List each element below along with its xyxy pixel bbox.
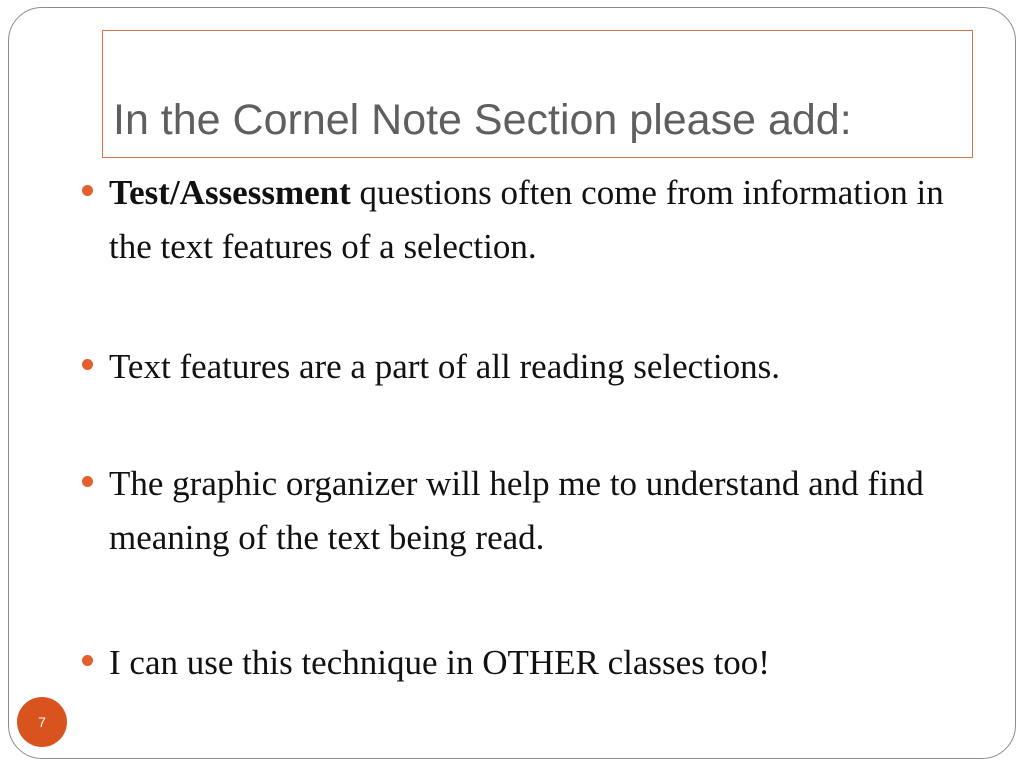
bullet-text: The graphic organizer will help me to understand and find meaning of the text being read. — [109, 464, 924, 557]
bullet-text: Text features are a part of all reading selections. — [109, 347, 780, 386]
page-number-badge: 7 — [17, 697, 67, 747]
bullet-dot-icon — [82, 655, 93, 666]
bullet-dot-icon — [82, 476, 93, 487]
bullet-item — [109, 166, 949, 274]
bullet-emphasis: Test/Assessment — [109, 173, 351, 212]
bullet-dot-icon — [82, 359, 93, 370]
bullet-item — [109, 636, 949, 690]
bullet-item — [109, 457, 949, 565]
bullet-dot-icon — [82, 185, 93, 196]
bullet-item — [109, 340, 949, 394]
bullet-text: questions often come from information in the text features of a selection. — [109, 173, 944, 266]
slide-title: In the Cornel Note Section please add: — [113, 96, 852, 144]
bullet-text: I can use this technique in OTHER classes too! — [109, 643, 770, 682]
